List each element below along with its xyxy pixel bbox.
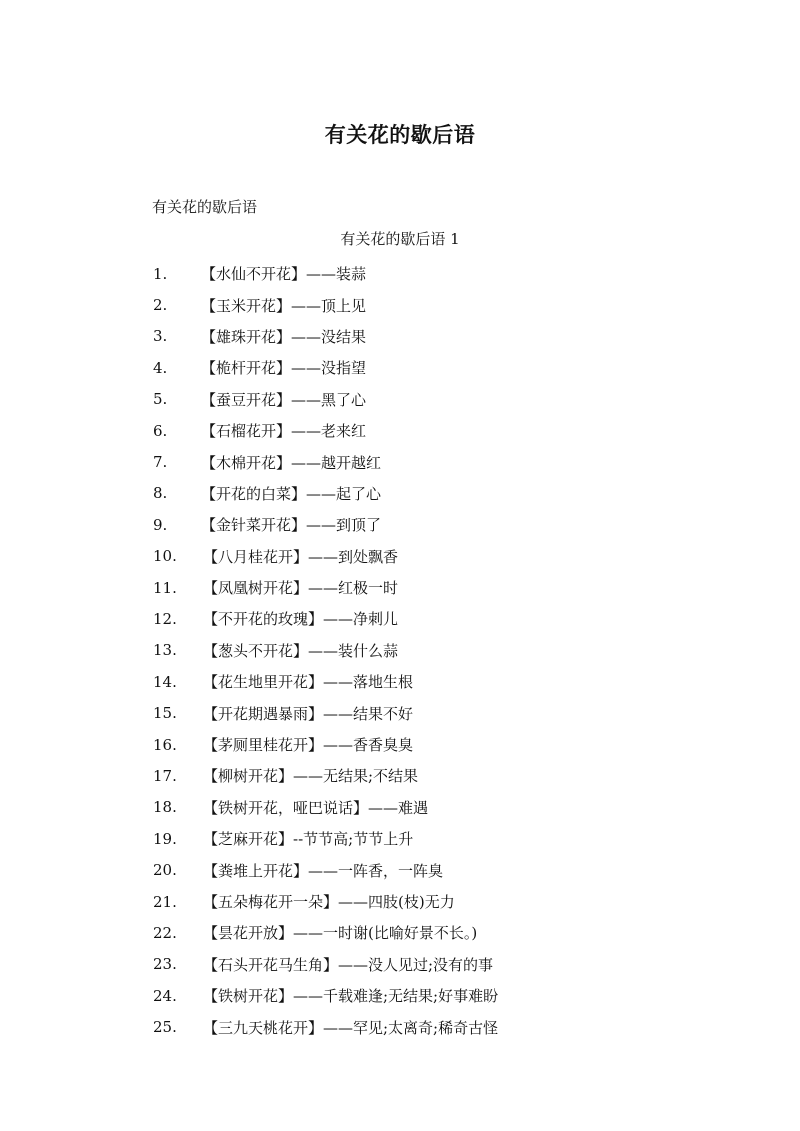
list-item-text: 【昙花开放】——一时谢(比喻好景不长。) [203,924,478,943]
list-item-number: 20. [153,861,177,880]
list-item-number: 13. [153,641,177,660]
list-item-number: 15. [153,704,177,723]
list-item [153,258,498,289]
list-item-text: 【葱头不开花】——装什么蒜 [203,641,399,660]
sub-heading: 有关花的歇后语 1 [340,230,460,248]
list-item-number: 24. [153,986,177,1005]
list-item-number: 6. [153,421,168,440]
list-item-text: 【石头开花马生角】——没人见过;没有的事 [203,955,494,974]
list-item [153,729,498,760]
list-item-number: 11. [153,578,177,597]
list-item-text: 【花生地里开花】——落地生根 [203,673,414,692]
list-item [153,854,498,885]
list-item [153,603,498,634]
list-item [153,446,498,477]
list-item-text: 【水仙不开花】——装蒜 [201,265,367,284]
list-item [153,635,498,666]
list-item [153,666,498,697]
list-item [153,352,498,383]
list-item-text: 【不开花的玫瑰】——净刺儿 [203,610,399,629]
list-item-number: 5. [153,390,168,409]
list-item-number: 7. [153,453,168,472]
list-item-text: 【开花期遇暴雨】——结果不好 [203,704,414,723]
list-item [153,760,498,791]
list-item [153,415,498,446]
list-item-number: 2. [153,296,168,315]
list-item-text: 【木棉开花】——越开越红 [201,453,382,472]
document-title: 有关花的歇后语 [324,123,476,147]
list-item-number: 16. [153,735,177,754]
list-item-number: 23. [153,955,177,974]
proverb-list [153,258,498,1043]
list-item-text: 【石榴花开】——老来红 [201,422,367,441]
list-item-text: 【金针菜开花】——到顶了 [201,516,382,535]
list-item-number: 19. [153,829,177,848]
list-item-number: 25. [153,1018,177,1037]
list-item-text: 【铁树开花，哑巴说话】——难遇 [203,798,429,817]
list-item-text: 【八月桂花开】——到处飘香 [203,547,399,566]
list-item-number: 22. [153,923,177,942]
list-item [153,823,498,854]
list-item-number: 17. [153,766,177,785]
list-item-text: 【芝麻开花】--节节高;节节上升 [203,830,414,849]
list-item-number: 21. [153,892,177,911]
section-heading: 有关花的歇后语 [152,198,258,216]
list-item-text: 【粪堆上开花】——一阵香，一阵臭 [203,861,444,880]
list-item [153,478,498,509]
list-item-number: 1. [153,264,168,283]
list-item [153,792,498,823]
list-item [153,572,498,603]
list-item [153,980,498,1011]
list-item-number: 8. [153,484,168,503]
list-item-number: 3. [153,327,168,346]
list-item-text: 【柳树开花】——无结果;不结果 [203,767,419,786]
list-item-text: 【铁树开花】——千载难逢;无结果;好事难盼 [203,987,499,1006]
list-item-text: 【桅杆开花】——没指望 [201,359,367,378]
list-item-text: 【凤凰树开花】——红极一时 [203,579,399,598]
list-item [153,321,498,352]
list-item [153,384,498,415]
list-item [153,949,498,980]
list-item-text: 【雄珠开花】——没结果 [201,327,367,346]
list-item [153,1011,498,1042]
list-item [153,697,498,728]
list-item-text: 【五朵梅花开一朵】——四肢(枝)无力 [203,893,455,911]
list-item-number: 9. [153,515,168,534]
list-item-number: 4. [153,358,168,377]
list-item-number: 10. [153,547,177,566]
list-item [153,541,498,572]
list-item-text: 【蚕豆开花】——黑了心 [201,390,367,409]
list-item [153,917,498,948]
list-item-text: 【开花的白菜】——起了心 [201,484,382,503]
list-item [153,886,498,917]
list-item [153,509,498,540]
list-item-number: 18. [153,798,177,817]
list-item-number: 12. [153,609,177,628]
list-item [153,289,498,320]
list-item-number: 14. [153,672,177,691]
list-item-text: 【三九天桃花开】——罕见;太离奇;稀奇古怪 [203,1018,499,1037]
list-item-text: 【茅厕里桂花开】——香香臭臭 [203,736,414,755]
list-item-text: 【玉米开花】——顶上见 [201,296,367,315]
